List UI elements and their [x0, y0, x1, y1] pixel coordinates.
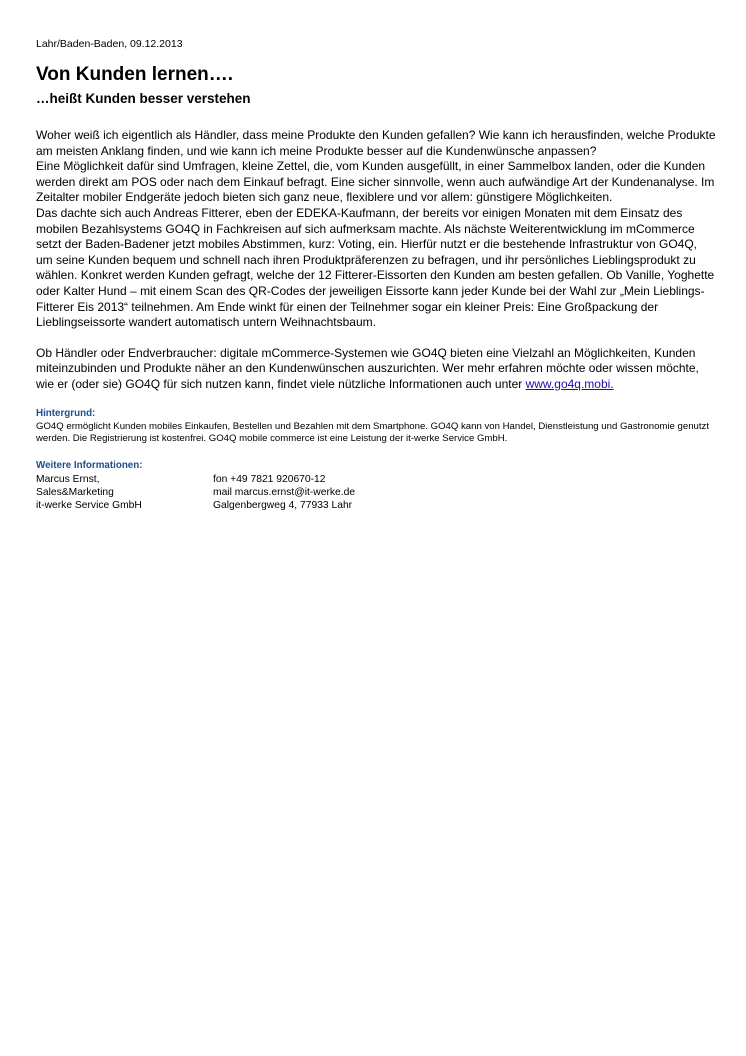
contact-block: [36, 473, 716, 512]
paragraph-conclusion: [36, 346, 716, 393]
background-heading: Hintergrund:: [36, 407, 96, 419]
paragraph-fitterer: Das dachte sich auch Andreas Fitterer, eben der EDEKA-Kaufmann, der bereits vor einigen Monaten mit dem Einsatz des mobilen Bezahlsystems GO4Q in Fachkreisen auf sich aufmerksam machte. Als nächste Weiterentwicklung im mCommerce setzt der Baden-Badener jetzt mobiles Abstimmen, kurz: Voting, ein. Hierfür nutzt er die bestehende Infrastruktur von GO4Q, um seine Kunden bequem und schnell nach ihren Produktpräferenzen zu befragen, und ihr persönliches Lieblingsprodukt zu wählen. Konkret werden Kunden gefragt, welche der 12 Fitterer-Eissorten den Kunden am besten gefallen. Ob Vanille, Yoghette oder Kalter Hund – mit einem Scan des QR-Codes der jeweiligen Eissorte kann jeder Kunde bei der Wahl zur „Mein Lieblings-Fitterer Eis 2013“ teilnehmen. Am Ende winkt für einen der Teilnehmer sogar ein kleiner Preis: Eine Großpackung der Lieblingseissorte wandert automatisch untern Weihnachtsbaum.: [36, 205, 715, 330]
contact-mail: mail marcus.ernst@it-werke.de: [213, 487, 356, 499]
dateline: Lahr/Baden-Baden, 09.12.2013: [36, 38, 183, 50]
paragraph-intro: Woher weiß ich eigentlich als Händler, dass meine Produkte den Kunden gefallen? Wie kann ich herausfinden, welche Produkte am meisten Anklang finden, und wie kann ich meine Produkte besser auf die Kundenwünsche anpassen?: [36, 128, 716, 158]
contact-heading: Weitere Informationen:: [36, 460, 143, 472]
background-text: GO4Q ermöglicht Kunden mobiles Einkaufen, Bestellen und Bezahlen mit dem Smartphone. GO4Q kann von Handel, Dienstleistung und Gastronomie genutzt werden. Die Registrierung ist kostenfrei. GO4Q mobile commerce ist eine Leistung der it-werke Service GmbH.: [36, 420, 710, 444]
contact-name: Marcus Ernst,: [36, 474, 100, 486]
paragraph-surveys: Eine Möglichkeit dafür sind Umfragen, kleine Zettel, die, vom Kunden ausgefüllt, in einer Sammelbox landen, oder die Kunden werden direkt am POS oder nach dem Einkauf befragt. Eine sicher sinnvolle, wenn auch aufwändige Art der Kundenanalyse. Im Zeitalter mobiler Endgeräte jedoch bieten sich ganz neue, flexiblere und vor allem: günstigere Möglichkeiten.: [36, 159, 715, 205]
page-subtitle: …heißt Kunden besser verstehen: [36, 91, 251, 106]
contact-role: Sales&Marketing: [36, 487, 114, 499]
website-link[interactable]: www.go4q.mobi.: [525, 376, 614, 391]
article-body: [36, 128, 716, 393]
contact-address: Galgenbergweg 4, 77933 Lahr: [213, 500, 353, 512]
page-title: Von Kunden lernen….: [36, 64, 234, 85]
paragraph-conclusion-text: Ob Händler oder Endverbraucher: digitale mCommerce-Systemen wie GO4Q bieten eine Vielzahl an Möglichkeiten, Kunden miteinzubinden und Produkte näher an den Kundenwünschen auszurichten. Wer mehr erfahren möchte oder wissen möchte, wie er (oder sie) GO4Q für sich nutzen kann, findet viele nützliche Informationen auch unter: [36, 345, 699, 391]
contact-phone: fon +49 7821 920670-12: [213, 474, 326, 486]
contact-company: it-werke Service GmbH: [36, 500, 142, 512]
